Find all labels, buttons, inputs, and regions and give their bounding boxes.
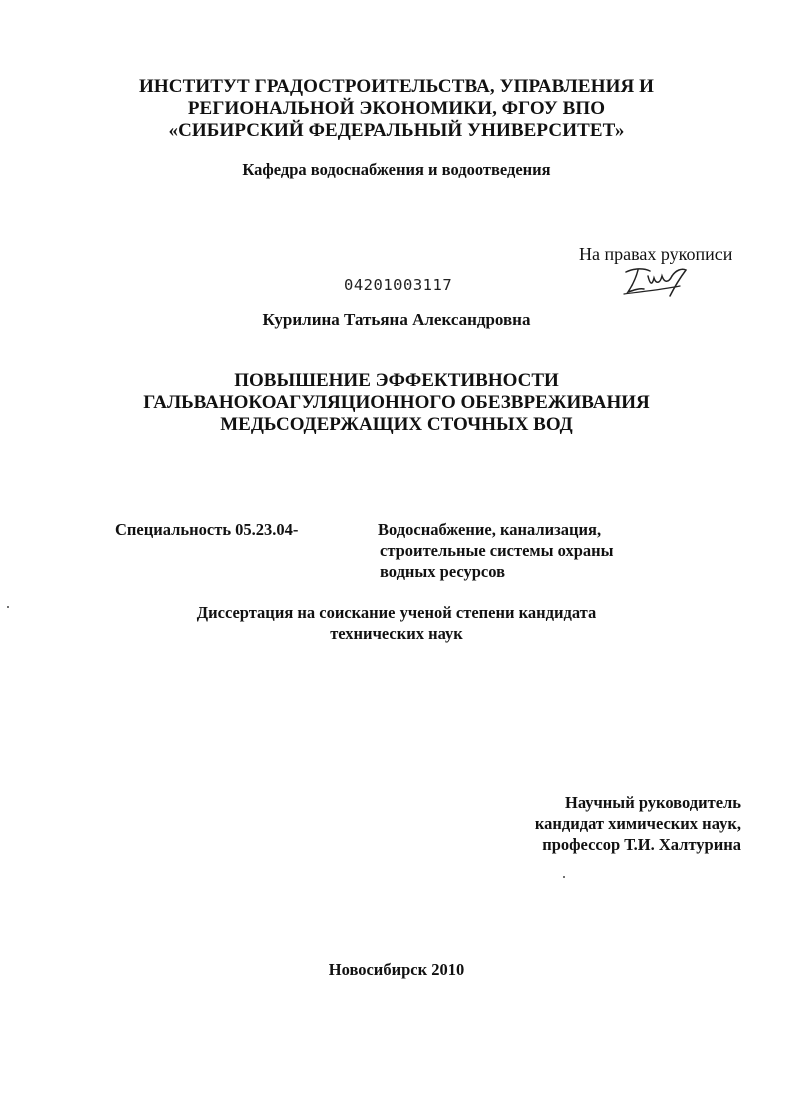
supervisor-line-2: кандидат химических наук, [534, 814, 741, 833]
institute-line-3: «СИБИРСКИЙ ФЕДЕРАЛЬНЫЙ УНИВЕРСИТЕТ» [168, 120, 625, 141]
supervisor-line-1: Научный руководитель [565, 793, 741, 812]
signature [620, 262, 692, 300]
city-year: Новосибирск 2010 [328, 960, 465, 979]
specialty-line-2: строительные системы охраны [380, 541, 614, 560]
supervisor-line-3: профессор Т.И. Халтурина [542, 835, 741, 854]
institute-line-1: ИНСТИТУТ ГРАДОСТРОИТЕЛЬСТВА, УПРАВЛЕНИЯ И [138, 76, 655, 97]
specialty-line-3: водных ресурсов [380, 562, 505, 581]
specialty-label: Специальность 05.23.04- [115, 520, 299, 539]
scan-speck [7, 606, 9, 608]
title-line-2: ГАЛЬВАНОКОАГУЛЯЦИОННОГО ОБЕЗВРЕЖИВАНИЯ [143, 392, 650, 413]
institute-line-2: РЕГИОНАЛЬНОЙ ЭКОНОМИКИ, ФГОУ ВПО [187, 98, 606, 119]
author-name: Курилина Татьяна Александровна [262, 310, 531, 329]
manuscript-note: На правах рукописи [579, 244, 733, 264]
dissertation-line-2: технических наук [330, 624, 463, 643]
dissertation-line-1: Диссертация на соискание ученой степени кандидата [196, 603, 597, 622]
scan-speck [563, 876, 565, 878]
title-line-1: ПОВЫШЕНИЕ ЭФФЕКТИВНОСТИ [234, 370, 559, 391]
title-line-3: МЕДЬСОДЕРЖАЩИХ СТОЧНЫХ ВОД [220, 414, 573, 435]
department: Кафедра водоснабжения и водоотведения [242, 160, 551, 179]
registration-number: 04201003117 [344, 276, 453, 294]
specialty-line-1: Водоснабжение, канализация, [378, 520, 602, 539]
